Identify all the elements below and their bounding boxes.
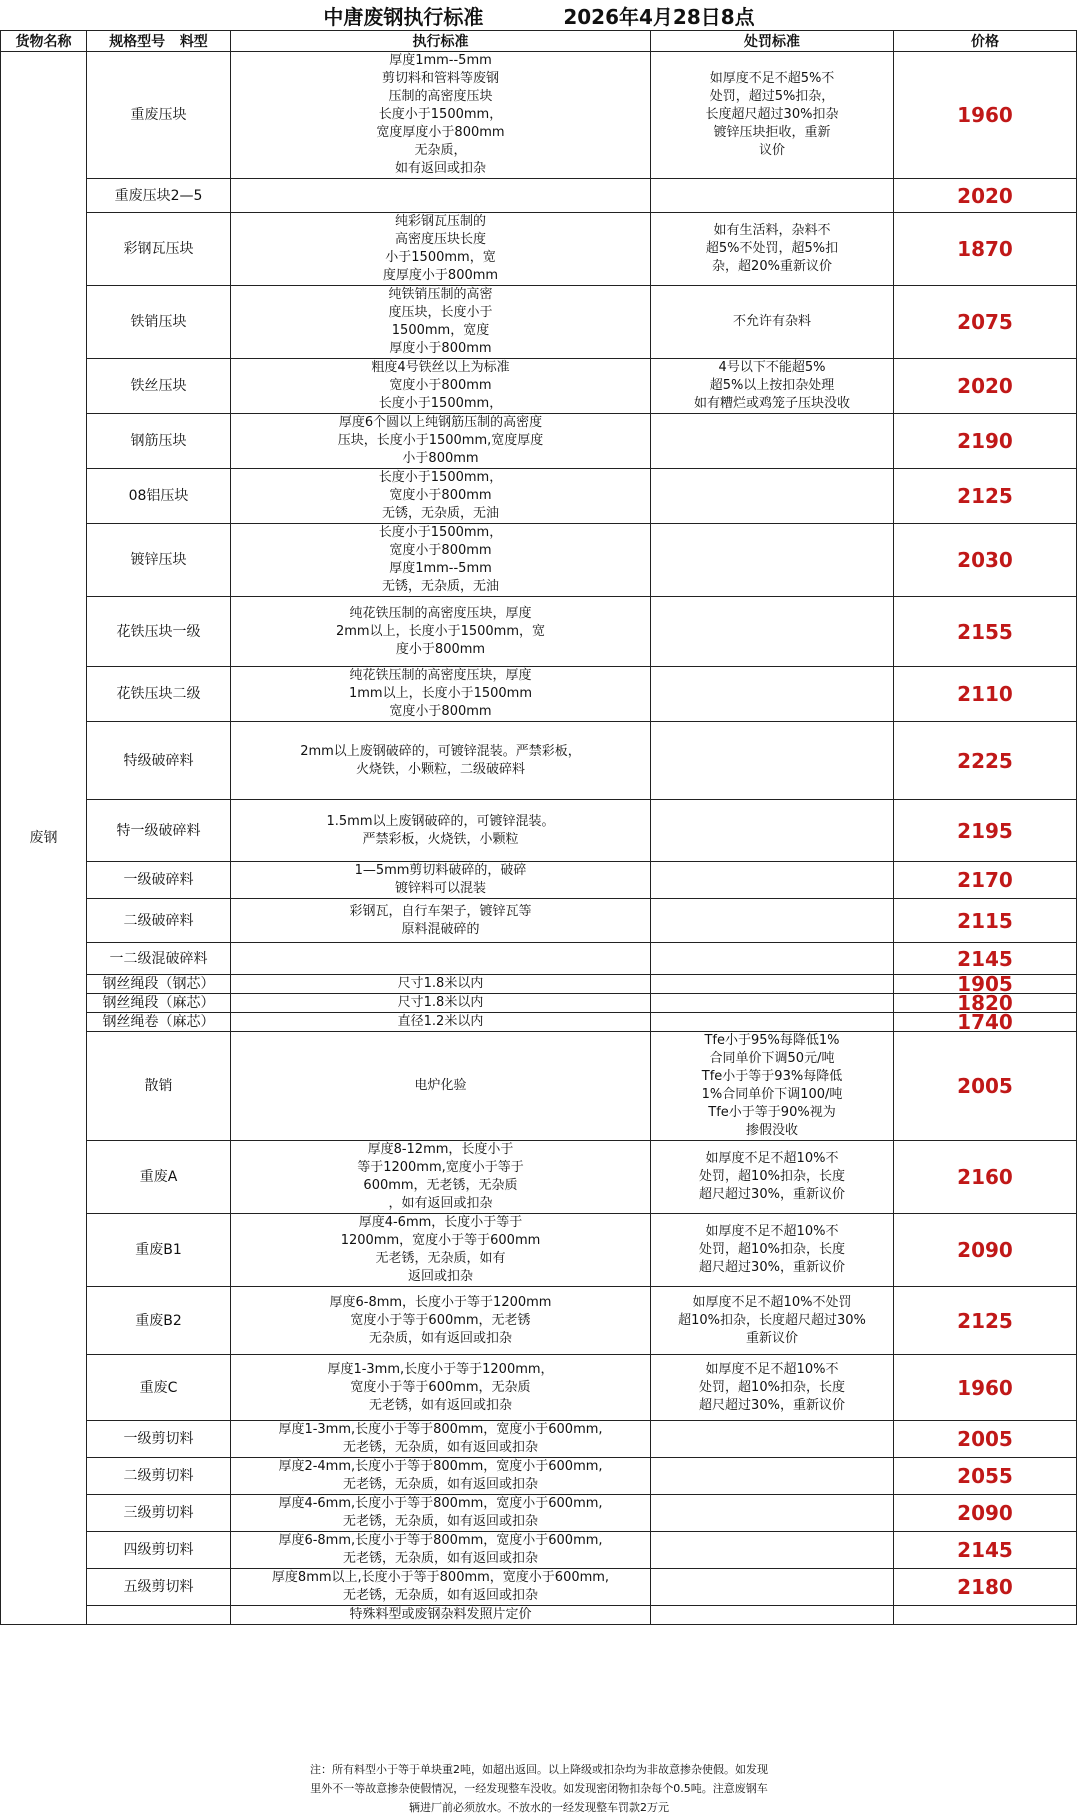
standard-line: 1—5mm剪切料破碎的，破碎 [354, 863, 527, 878]
table-row [1, 414, 1077, 469]
item-penalty [651, 359, 894, 414]
item-price: 2055 [894, 1458, 1077, 1495]
standard-line: 直径1.2米以内 [397, 1014, 484, 1029]
table-row [1, 1569, 1077, 1606]
item-name: 花铁压块二级 [87, 667, 231, 722]
item-penalty [651, 1532, 894, 1569]
item-penalty [651, 52, 894, 179]
table-row [1, 975, 1077, 994]
standard-line: 如有返回或扣杂 [394, 161, 486, 176]
item-price: 2160 [894, 1141, 1077, 1214]
item-standard [231, 52, 651, 179]
penalty-line: 超5%不处罚，超5%扣 [705, 241, 839, 256]
penalty-line: 合同单价下调50元/吨 [709, 1051, 835, 1066]
item-standard [231, 1458, 651, 1495]
item-price: 1740 [894, 1013, 1077, 1032]
penalty-line: 处罚，超过5%扣杂， [709, 89, 835, 104]
standard-line: 1200mm，宽度小于等于600mm [340, 1233, 541, 1248]
penalty-line: 镀锌压块拒收，重新 [713, 125, 831, 140]
col-spec: 规格型号 [109, 34, 166, 50]
item-price: 2225 [894, 722, 1077, 800]
item-price: 2170 [894, 862, 1077, 899]
footer-line: 里外不一等故意掺杂使假情况，一经发现整车没收。如发现密闭物扣杂每个0.5吨。注意废钢车 [310, 1782, 768, 1795]
table-row [1, 286, 1077, 359]
item-name: 三级剪切料 [87, 1495, 231, 1532]
item-standard [231, 213, 651, 286]
item-penalty [651, 1458, 894, 1495]
standard-line: 高密度压块长度 [394, 232, 486, 247]
table-row [1, 1287, 1077, 1355]
table-row [1, 179, 1077, 213]
standard-line: 厚度4-6mm，长度小于等于 [358, 1215, 523, 1230]
item-price: 2195 [894, 800, 1077, 862]
standard-line: 小于800mm [402, 451, 479, 466]
item-name: 二级剪切料 [87, 1458, 231, 1495]
table-row [1, 667, 1077, 722]
table-row [1, 943, 1077, 975]
item-standard [231, 1569, 651, 1606]
item-name: 花铁压块一级 [87, 597, 231, 667]
empty-cell [87, 1606, 231, 1625]
item-penalty [651, 414, 894, 469]
item-name: 重废A [87, 1141, 231, 1214]
item-price: 2090 [894, 1495, 1077, 1532]
standard-line: 小于1500mm，宽 [385, 250, 496, 265]
table-row [1, 899, 1077, 943]
standard-line: 压块，长度小于1500mm,宽度厚度 [337, 433, 544, 448]
penalty-line: 1%合同单价下调100/吨 [701, 1087, 843, 1102]
table-row [1, 862, 1077, 899]
standard-line: 纯铁销压制的高密 [388, 287, 493, 302]
item-price: 2125 [894, 469, 1077, 524]
item-standard [231, 800, 651, 862]
standard-line: 纯花铁压制的高密度压块，厚度 [349, 605, 532, 621]
item-name: 钢丝绳卷（麻芯） [87, 1013, 231, 1032]
standard-line: 度压块，长度小于 [388, 305, 493, 320]
title-bar [0, 0, 1078, 30]
item-name: 二级破碎料 [87, 899, 231, 943]
col-type: 料型 [179, 34, 208, 50]
standard-line: 厚度6-8mm，长度小于等于1200mm [329, 1294, 552, 1310]
table-row [1, 1495, 1077, 1532]
penalty-line: 处罚，超10%扣杂，长度 [699, 1169, 845, 1184]
standard-line: 厚度6-8mm,长度小于等于800mm，宽度小于600mm, [278, 1533, 603, 1548]
standard-line: 无锈，无杂质，无油 [381, 506, 499, 521]
table-row [1, 213, 1077, 286]
item-penalty [651, 179, 894, 213]
item-standard [231, 994, 651, 1013]
item-name: 08铝压块 [87, 469, 231, 524]
standard-line: 无老锈，无杂质，如有返回或扣杂 [342, 1477, 538, 1492]
item-standard [231, 1355, 651, 1421]
standard-line: 宽度小于800mm [389, 543, 492, 558]
item-penalty [651, 1569, 894, 1606]
item-name: 钢筋压块 [87, 414, 231, 469]
item-penalty [651, 469, 894, 524]
standard-line: 无锈，无杂质，无油 [381, 579, 499, 594]
standard-line: 镀锌料可以混装 [394, 881, 486, 896]
item-price: 2145 [894, 1532, 1077, 1569]
standard-line: 厚度8-12mm，长度小于 [367, 1142, 514, 1157]
item-name: 一级破碎料 [87, 862, 231, 899]
sheet-date: 2026年4月28日8点 [563, 4, 755, 29]
standard-line: 等于1200mm,宽度小于等于 [357, 1160, 524, 1175]
item-standard [231, 469, 651, 524]
item-price: 1960 [894, 52, 1077, 179]
item-price: 2020 [894, 179, 1077, 213]
penalty-line: 超尺超过30%，重新议价 [699, 1260, 845, 1275]
standard-line: 无老锈，无杂质，如有返回或扣杂 [342, 1514, 538, 1529]
standard-line: 宽度小于800mm [389, 704, 492, 719]
penalty-line: 如厚度不足不超10%不 [705, 1224, 839, 1239]
price-table [0, 30, 1077, 1625]
item-name: 铁销压块 [87, 286, 231, 359]
item-penalty [651, 1032, 894, 1141]
standard-line: 无老锈，无杂质，如有返回或扣杂 [342, 1551, 538, 1566]
item-name: 重废C [87, 1355, 231, 1421]
item-price: 2155 [894, 597, 1077, 667]
item-penalty [651, 524, 894, 597]
penalty-line: 超尺超过30%，重新议价 [699, 1397, 845, 1413]
table-row [1, 1458, 1077, 1495]
penalty-line: Tfe小于等于93%每降低 [701, 1069, 843, 1084]
penalty-line: 掺假没收 [745, 1123, 798, 1138]
item-penalty [651, 1013, 894, 1032]
standard-line: 600mm，无老锈，无杂质 [363, 1178, 518, 1193]
item-price: 2110 [894, 667, 1077, 722]
penalty-line: 处罚，超10%扣杂，长度 [699, 1242, 845, 1257]
special-note-row [1, 1606, 1077, 1625]
item-name: 重废B2 [87, 1287, 231, 1355]
table-row [1, 1355, 1077, 1421]
item-penalty [651, 667, 894, 722]
standard-line: 长度小于1500mm， [378, 525, 503, 540]
item-price: 2190 [894, 414, 1077, 469]
item-price: 2125 [894, 1287, 1077, 1355]
item-penalty [651, 800, 894, 862]
item-name: 五级剪切料 [87, 1569, 231, 1606]
standard-line: 尺寸1.8米以内 [397, 976, 484, 991]
item-name: 钢丝绳段（钢芯） [87, 975, 231, 994]
penalty-line: 如厚度不足不超5%不 [709, 71, 835, 86]
standard-line: 厚度1mm--5mm [389, 53, 492, 68]
item-price: 1905 [894, 975, 1077, 994]
item-price: 1870 [894, 213, 1077, 286]
item-name: 散销 [87, 1032, 231, 1141]
standard-line: 电炉化验 [414, 1078, 467, 1093]
standard-line: ，如有返回或扣杂 [388, 1196, 493, 1211]
table-row [1, 524, 1077, 597]
standard-line: 无老锈，如有返回或扣杂 [368, 1397, 512, 1413]
item-penalty [651, 213, 894, 286]
item-penalty [651, 286, 894, 359]
footer-line: 辆进厂前必须放水。不放水的一经发现整车罚款2万元 [409, 1801, 669, 1814]
item-standard [231, 899, 651, 943]
item-standard [231, 286, 651, 359]
item-penalty [651, 975, 894, 994]
item-penalty [651, 1287, 894, 1355]
table-row [1, 1032, 1077, 1141]
standard-line: 厚度4-6mm,长度小于等于800mm，宽度小于600mm, [278, 1496, 603, 1511]
standard-line: 彩钢瓦，自行车架子，镀锌瓦等 [349, 903, 532, 919]
standard-line: 无老锈，无杂质，如有返回或扣杂 [342, 1588, 538, 1603]
item-standard [231, 597, 651, 667]
standard-line: 原料混破碎的 [401, 921, 480, 937]
standard-line: 长度小于1500mm， [378, 107, 503, 122]
item-price: 2090 [894, 1214, 1077, 1287]
standard-line: 无杂质， [414, 143, 467, 158]
item-penalty [651, 1141, 894, 1214]
item-standard [231, 414, 651, 469]
item-standard [231, 1495, 651, 1532]
penalty-line: Tfe小于95%每降低1% [704, 1033, 840, 1048]
table-row [1, 359, 1077, 414]
item-name: 彩钢瓦压块 [87, 213, 231, 286]
item-price: 2005 [894, 1421, 1077, 1458]
standard-line: 1mm以上，长度小于1500mm [348, 686, 532, 701]
table-row [1, 1013, 1077, 1032]
standard-line: 压制的高密度压块 [388, 89, 493, 104]
item-penalty [651, 1214, 894, 1287]
standard-line: 纯彩钢瓦压制的 [394, 214, 486, 229]
standard-line: 2mm以上，长度小于1500mm，宽 [335, 623, 545, 639]
item-price: 2145 [894, 943, 1077, 975]
item-standard [231, 1287, 651, 1355]
standard-line: 宽度小于800mm [389, 378, 492, 393]
table-header-row [1, 31, 1077, 52]
col-goods: 货物名称 [1, 31, 87, 52]
penalty-line: 议价 [758, 143, 785, 158]
standard-line: 无老锈，无杂质，如有返回或扣杂 [342, 1440, 538, 1455]
penalty-line: Tfe小于等于90%视为 [708, 1105, 836, 1120]
col-spec-type [87, 31, 231, 52]
penalty-line: 如有生活料，杂料不 [713, 223, 831, 238]
standard-line: 厚度1mm--5mm [389, 561, 492, 576]
item-penalty [651, 943, 894, 975]
table-row [1, 1421, 1077, 1458]
footer-line: 注：所有料型小于等于单块重2吨，如超出返回。以上降级或扣杂均为非故意掺杂使假。如发现 [310, 1763, 768, 1776]
item-name: 一二级混破碎料 [87, 943, 231, 975]
item-name: 重废压块2—5 [87, 179, 231, 213]
penalty-line: 长度超尺超过30%扣杂 [705, 107, 839, 122]
item-penalty [651, 722, 894, 800]
footer-note [0, 1760, 1078, 1817]
standard-line: 厚度1-3mm,长度小于等于1200mm， [327, 1361, 554, 1377]
col-price: 价格 [894, 31, 1077, 52]
standard-line: 剪切料和管料等废钢 [381, 71, 499, 86]
penalty-line: 如厚度不足不超10%不 [705, 1361, 839, 1377]
item-name: 重废B1 [87, 1214, 231, 1287]
standard-line: 度厚度小于800mm [382, 268, 499, 283]
standard-line: 宽度小于等于600mm，无杂质 [350, 1379, 531, 1395]
item-name: 四级剪切料 [87, 1532, 231, 1569]
item-standard [231, 862, 651, 899]
item-standard [231, 943, 651, 975]
standard-line: 厚度小于800mm [389, 341, 492, 356]
item-standard [231, 667, 651, 722]
standard-line: 宽度厚度小于800mm [376, 125, 505, 140]
item-penalty [651, 1355, 894, 1421]
penalty-line: 超5%以上按扣杂处理 [709, 378, 835, 393]
col-standard: 执行标准 [231, 31, 651, 52]
item-standard [231, 524, 651, 597]
item-standard [231, 1214, 651, 1287]
category-cell: 废钢 [1, 52, 87, 1625]
penalty-line: 4号以下不能超5% [718, 360, 826, 375]
item-name: 特级破碎料 [87, 722, 231, 800]
penalty-line: 重新议价 [745, 1330, 798, 1346]
standard-line: 纯花铁压制的高密度压块，厚度 [349, 668, 532, 683]
sheet-title: 中唐废钢执行标准 [323, 4, 484, 29]
item-penalty [651, 994, 894, 1013]
item-name: 重废压块 [87, 52, 231, 179]
standard-line: 长度小于1500mm， [378, 470, 503, 485]
table-row [1, 722, 1077, 800]
item-price: 2115 [894, 899, 1077, 943]
table-row [1, 1141, 1077, 1214]
standard-line: 1500mm，宽度 [391, 323, 490, 338]
item-price: 2020 [894, 359, 1077, 414]
item-penalty [651, 1421, 894, 1458]
standard-line: 火烧铁，小颗粒，二级破碎料 [355, 761, 525, 777]
standard-line: 1.5mm以上废钢破碎的，可镀锌混装。 [326, 813, 555, 829]
item-penalty [651, 899, 894, 943]
item-standard [231, 975, 651, 994]
standard-line: 厚度2-4mm,长度小于等于800mm，宽度小于600mm, [278, 1459, 603, 1474]
standard-line: 厚度6个圆以上纯钢筋压制的高密度 [338, 415, 543, 430]
item-name: 钢丝绳段（麻芯） [87, 994, 231, 1013]
penalty-line: 不允许有杂料 [732, 314, 811, 329]
penalty-line: 如厚度不足不超10%不处罚 [692, 1294, 852, 1310]
standard-line: 粗度4号铁丝以上为标准 [371, 360, 510, 375]
standard-line: 宽度小于等于600mm，无老锈 [350, 1312, 531, 1328]
item-price: 2075 [894, 286, 1077, 359]
special-note: 特殊料型或废钢杂料发照片定价 [231, 1606, 651, 1625]
penalty-line: 处罚，超10%扣杂，长度 [699, 1379, 845, 1395]
standard-line: 度小于800mm [395, 641, 486, 657]
standard-line: 尺寸1.8米以内 [397, 995, 484, 1010]
item-price: 1960 [894, 1355, 1077, 1421]
item-standard [231, 1421, 651, 1458]
item-standard [231, 1032, 651, 1141]
item-price: 2005 [894, 1032, 1077, 1141]
standard-line: 无老锈，无杂质，如有 [375, 1251, 506, 1266]
item-penalty [651, 1495, 894, 1532]
item-standard [231, 179, 651, 213]
item-penalty [651, 597, 894, 667]
table-row [1, 800, 1077, 862]
penalty-line: 超尺超过30%，重新议价 [699, 1187, 845, 1202]
penalty-line: 杂，超20%重新议价 [712, 259, 832, 274]
item-name: 一级剪切料 [87, 1421, 231, 1458]
item-standard [231, 1141, 651, 1214]
table-row [1, 994, 1077, 1013]
item-price: 2030 [894, 524, 1077, 597]
standard-line: 长度小于1500mm， [378, 396, 503, 411]
standard-line: 无杂质，如有返回或扣杂 [368, 1330, 512, 1346]
item-standard [231, 359, 651, 414]
item-name: 特一级破碎料 [87, 800, 231, 862]
empty-cell [894, 1606, 1077, 1625]
table-row [1, 52, 1077, 179]
penalty-line: 如厚度不足不超10%不 [705, 1151, 839, 1166]
table-row [1, 597, 1077, 667]
item-standard [231, 1532, 651, 1569]
item-standard [231, 1013, 651, 1032]
standard-line: 厚度1-3mm,长度小于等于800mm，宽度小于600mm, [278, 1422, 603, 1437]
item-price: 2180 [894, 1569, 1077, 1606]
item-name: 镀锌压块 [87, 524, 231, 597]
standard-line: 2mm以上废钢破碎的，可镀锌混装。严禁彩板， [300, 743, 581, 759]
item-price: 1820 [894, 994, 1077, 1013]
table-body [1, 52, 1077, 1625]
table-row [1, 1532, 1077, 1569]
standard-line: 严禁彩板，火烧铁，小颗粒 [362, 831, 519, 847]
standard-line: 返回或扣杂 [407, 1269, 473, 1284]
penalty-line: 如有糟烂或鸡笼子压块没收 [693, 396, 850, 411]
empty-cell [651, 1606, 894, 1625]
standard-line: 宽度小于800mm [389, 488, 492, 503]
table-row [1, 469, 1077, 524]
standard-line: 厚度8mm以上,长度小于等于800mm，宽度小于600mm, [271, 1570, 610, 1585]
table-row [1, 1214, 1077, 1287]
item-standard [231, 722, 651, 800]
item-name: 铁丝压块 [87, 359, 231, 414]
col-penalty: 处罚标准 [651, 31, 894, 52]
item-penalty [651, 862, 894, 899]
penalty-line: 超10%扣杂，长度超尺超过30% [678, 1312, 866, 1328]
